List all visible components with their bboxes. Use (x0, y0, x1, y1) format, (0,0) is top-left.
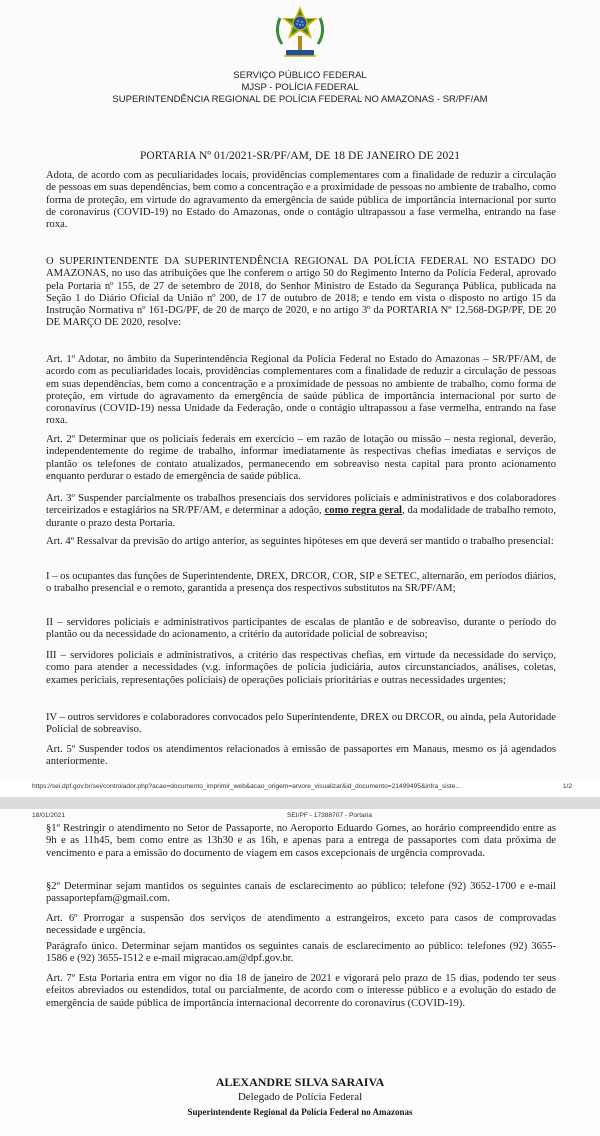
article-5: Art. 5º Suspender todos os atendimentos relacionados à emissão de passaportes em Manaus, mesmo os já agendados anteriormente. (46, 744, 556, 768)
article-4-item-4: IV – outros servidores e colaboradores convocados pelo Superintendente, DREX ou DRCOR, ou ainda, pela Autoridade Policial de sobreaviso. (46, 712, 556, 736)
ementa-paragraph: Adota, de acordo com as peculiaridades locais, providências complementares com a finalidade de reduzir a circulação de pessoas em suas dependências, bem como a concentração e a proximidade de pessoas no ambiente de trabalho, como forma de proteção, em virtude do agravamento da emergência de saúde pública de importância internacional por surto de coronavírus (COVID-19) no Estado do Amazonas, onde o contágio ultrapassou a fase vermelha, entrando na fase roxa. (46, 170, 556, 231)
page-divider (0, 797, 600, 809)
print-url-footer (32, 783, 572, 790)
article-3 (46, 493, 556, 530)
article-5-paragraph-2: §2º Determinar sejam mantidos os seguintes canais de esclarecimento ao público: telefone (92) 3652-1700 e e-mail passaportepfam@gmail.com. (46, 881, 556, 905)
print-doc-id: SEI/PF - 17388707 - Portaria (287, 812, 373, 819)
document-page-2 (0, 812, 600, 1136)
article-7: Art. 7º Esta Portaria entra em vigor no dia 18 de janeiro de 2021 e vigorará pelo prazo de 15 dias, podendo ter seus efeitos abreviados ou estendidos, total ou parcialmente, de acordo com o interesse público e a evolução do estado de emergência de saúde pública de importância internacional decorrente do coronavírus (COVID-19). (46, 973, 556, 1009)
article-1: Art. 1º Adotar, no âmbito da Superintendência Regional da Polícia Federal no Estado do Amazonas – SR/PF/AM, de acordo com as peculiaridades locais, providências complementares com a finalidade de reduzir a circulação de pessoas em suas dependências, bem como a concentração e a proximidade de pessoas no ambiente de trabalho, como forma de proteção, em virtude do agravamento da emergência de saúde pública de importância internacional por surto de coronavírus (COVID-19) nessa Unidade da Federação, onde o contágio ultrapassou a fase vermelha, entrando na fase roxa. (46, 354, 556, 427)
article-5-paragraph-1: §1º Restringir o atendimento no Setor de Passaporte, no Aeroporto Eduardo Gomes, ao horário compreendido entre as 9h e as 11h45, bem como entre as 13h30 e as 16h, e apenas para a entrega de passaportes com data próxima de vencimento e para a emissão do documento de viagem em casos excepcionais de urgência comprovada. (46, 823, 556, 859)
header-ministry: MJSP - POLÍCIA FEDERAL (241, 82, 359, 93)
article-4-item-2: II – servidores policiais e administrativos participantes de escalas de plantão e de sobreaviso, durante o período do plantão ou da necessidade do acionamento, a critério da autoridade policial de sobreaviso; (46, 617, 556, 641)
document-title: PORTARIA Nº 01/2021-SR/PF/AM, DE 18 DE JANEIRO DE 2021 (139, 150, 461, 162)
page-number: 1/2 (562, 783, 572, 790)
header-superintendence: SUPERINTENDÊNCIA REGIONAL DE POLÍCIA FEDERAL NO AMAZONAS - SR/PF/AM (112, 94, 488, 105)
print-url: https://sei.dpf.gov.br/sei/controlador.php?acao=documento_imprimir_web&acao_origem=arvore_visualizar&id_documento=21499495&infra_siste... (32, 783, 461, 790)
signatory-unit: Superintendente Regional da Polícia Federal no Amazonas (187, 1107, 413, 1117)
article-3-text-b: , da modalidade de trabalho remoto, durante o prazo desta Portaria. (46, 505, 556, 529)
header-service: SERVIÇO PÚBLICO FEDERAL (233, 70, 367, 81)
article-4-item-1: I – os ocupantes das funções de Superintendente, DREX, DRCOR, COR, SIP e SETEC, alternarão, em períodos diários, o trabalho presencial e o remoto, garantida a presença dos respectivos substitutos na SR/PF/AM; (46, 571, 556, 595)
article-6-sole-paragraph: Parágrafo único. Determinar sejam mantidos os seguintes canais de esclarecimento ao público: telefones (92) 3655-1586 e (92) 3655-1512 e e-mail migracao.am@dpf.gov.br. (46, 941, 556, 965)
signatory-name: ALEXANDRE SILVA SARAIVA (215, 1075, 385, 1089)
article-3-text-a: Art. 3º Suspender parcialmente os trabalhos presenciais dos servidores policiais e administrativos e dos colaboradores terceirizados e estagiários na SR/PF/AM, e determinar a adoção, (46, 493, 556, 517)
print-date: 18/01/2021 (32, 812, 66, 819)
article-6: Art. 6º Prorrogar a suspensão dos serviços de atendimento a estrangeiros, exceto para casos de comprovadas necessidade e urgência. (46, 913, 556, 937)
coat-of-arms-icon (272, 4, 328, 64)
article-2: Art. 2º Determinar que os policiais federais em exercício – em razão de lotação ou missão – nesta regional, deverão, independentemente do regime de trabalho, informar imediatamente às respectivas chefias imediatas e serviços de plantão os telefones de contato atualizados, permanecendo em sobreaviso nesta capital para pronto acionamento enquanto perdurar o estado de emergência de saúde pública. (46, 434, 556, 482)
article-3-emphasis: como regra geral (324, 505, 402, 517)
article-4: Art. 4º Ressalvar da previsão do artigo anterior, as seguintes hipóteses em que deverá ser mantido o trabalho presencial: (46, 536, 554, 547)
signatory-role: Delegado de Polícia Federal (237, 1091, 363, 1103)
preamble-paragraph: O SUPERINTENDENTE DA SUPERINTENDÊNCIA REGIONAL DA POLÍCIA FEDERAL NO ESTADO DO AMAZONAS, no uso das atribuições que lhe conferem o artigo 50 do Regimento Interno da Polícia Federal, aprovado pela Portaria nº 155, de 27 de setembro de 2018, do Senhor Ministro de Estado da Segurança Pública, publicada na Seção 1 do Diário Oficial da União nº 200, de 17 de outubro de 2018; e tendo em vista o disposto no artigo 15 da Instrução Normativa nº 161-DG/PF, de 20 de março de 2020, e no artigo 3º da PORTARIA Nº 12.568-DGP/PF, DE 20 DE MARÇO DE 2020, resolve: (46, 256, 556, 329)
article-4-item-3: III – servidores policiais e administrativos, a critério das respectivas chefias, em virtude da necessidade do serviço, como para atender a necessidades (v.g. informações de polícia judiciária, autos circunstanciados, análises, coletas, exames periciais, representações policiais) de operações policiais prioritárias e outras necessidades urgentes; (46, 650, 556, 686)
